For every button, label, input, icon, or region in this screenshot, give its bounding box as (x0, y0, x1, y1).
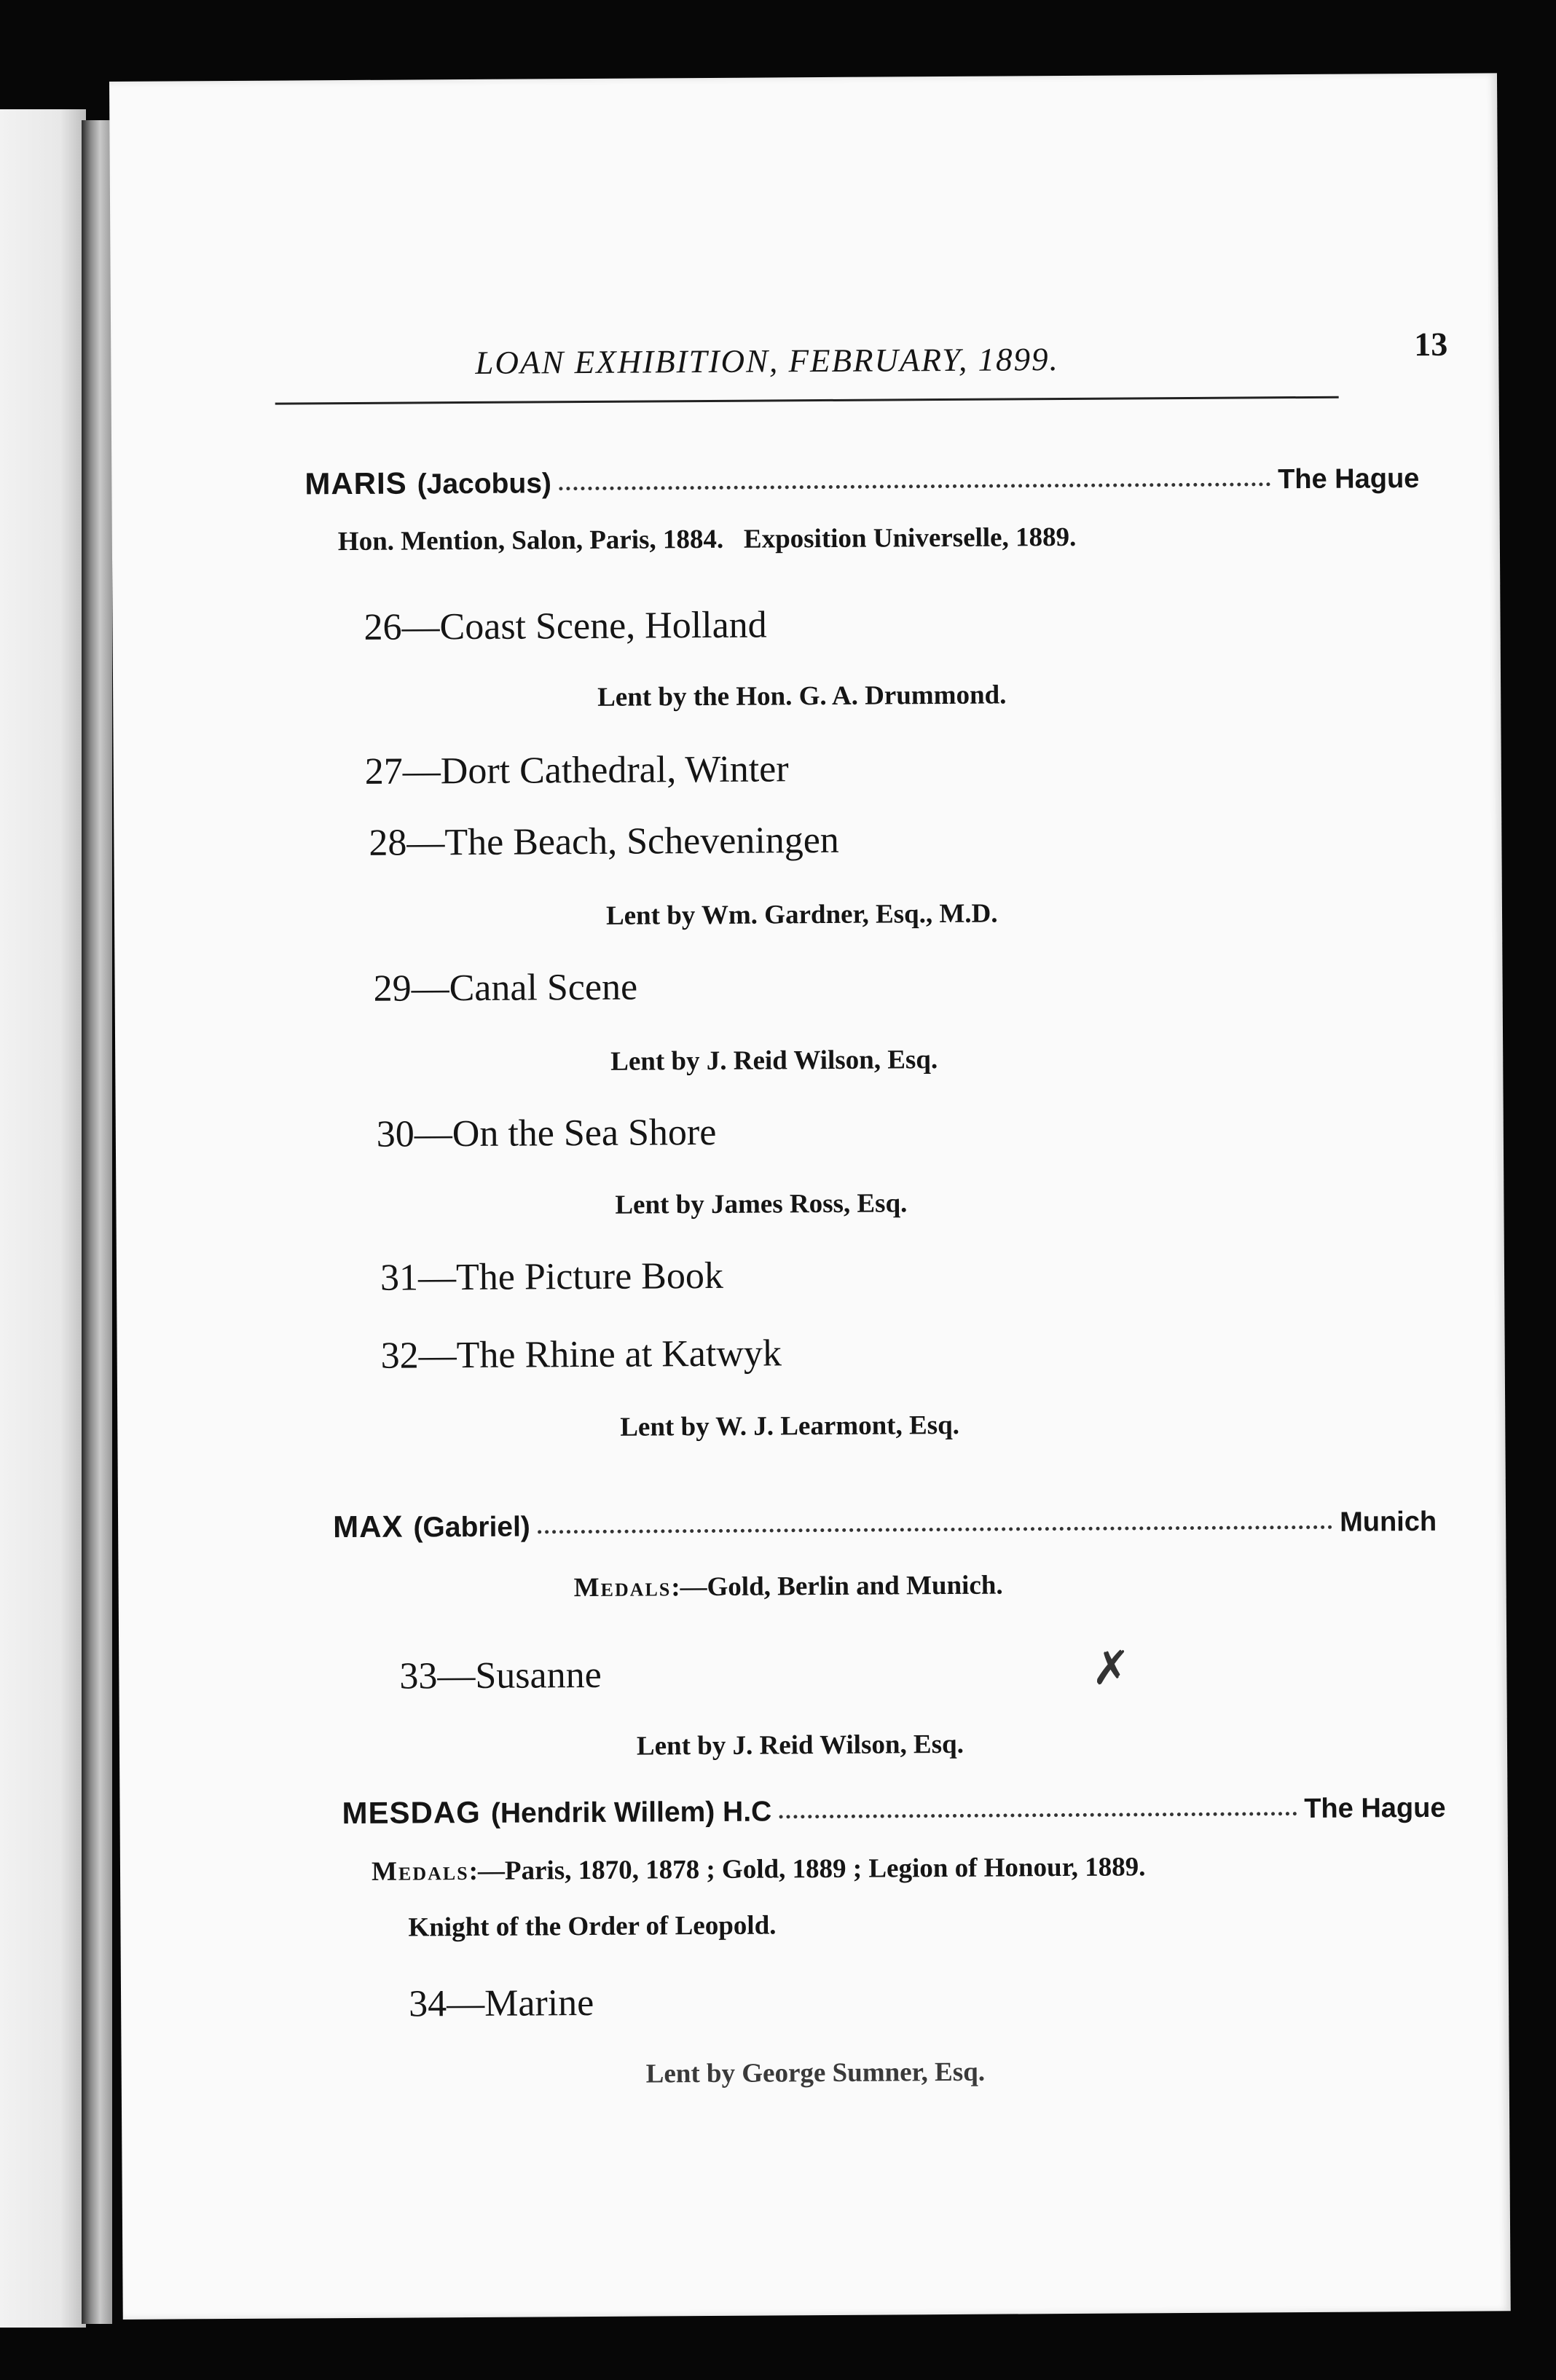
work-entry: 32—The Rhine at Katwyk (380, 1332, 782, 1377)
page-number: 13 (1414, 325, 1448, 364)
lender-line: Lent by George Sumner, Esq. (645, 2057, 986, 2089)
page-header (475, 325, 1448, 396)
lender-line: Lent by J. Reid Wilson, Esq. (610, 1045, 938, 1077)
book-spine (82, 120, 112, 2324)
medals-note (574, 1570, 1003, 1604)
artist-note: Knight of the Order of Leopold. (408, 1910, 777, 1943)
work-entry: 26—Coast Scene, Holland (364, 604, 767, 648)
leader-dots (779, 1797, 1297, 1818)
work-entry: 27—Dort Cathedral, Winter (364, 748, 789, 793)
pencil-mark: ✗ (1091, 1641, 1131, 1696)
leader-dots (538, 1510, 1332, 1533)
catalogue-page (109, 73, 1511, 2320)
artist-location: The Hague (1277, 463, 1420, 495)
artist-surname: MESDAG (342, 1794, 482, 1831)
lender-line: Lent by the Hon. G. A. Drummond. (597, 680, 1007, 712)
header-rule (275, 396, 1339, 405)
artist-surname: MAX (332, 1509, 404, 1544)
artist-given-name: (Hendrik Willem) H.C (490, 1796, 772, 1829)
facing-page-edge (0, 109, 86, 2328)
artist-surname: MARIS (304, 466, 407, 501)
artist-location: The Hague (1304, 1792, 1446, 1825)
artist-location: Munich (1340, 1506, 1437, 1538)
medals-note (372, 1851, 1146, 1887)
work-entry: 31—The Picture Book (380, 1254, 724, 1299)
lender-line: Lent by James Ross, Esq. (615, 1188, 908, 1220)
artist-note: Hon. Mention, Salon, Paris, 1884. Exposition Universelle, 1889. (337, 522, 1077, 557)
medals-label: Medals (371, 1856, 469, 1887)
artist-given-name: (Gabriel) (413, 1511, 530, 1544)
artist-heading-maris (304, 460, 1419, 510)
medals-label: Medals (573, 1572, 672, 1603)
lender-line: Lent by Wm. Gardner, Esq., M.D. (605, 898, 998, 931)
running-title: LOAN EXHIBITION, FEBRUARY, 1899. (475, 341, 1060, 381)
artist-heading-max (333, 1503, 1437, 1553)
work-entry: 29—Canal Scene (373, 966, 638, 1010)
work-entry: 30—On the Sea Shore (376, 1111, 717, 1155)
medals-text: :—Paris, 1870, 1878 ; Gold, 1889 ; Legion of Honour, 1889. (468, 1852, 1146, 1887)
lender-line: Lent by W. J. Learmont, Esq. (620, 1410, 960, 1442)
work-entry: 28—The Beach, Scheveningen (369, 819, 840, 864)
leader-dots (559, 468, 1270, 490)
work-entry: 34—Marine (408, 1982, 594, 2025)
medals-text: :—Gold, Berlin and Munich. (671, 1570, 1003, 1603)
lender-line: Lent by J. Reid Wilson, Esq. (636, 1729, 964, 1762)
work-entry: 33—Susanne (399, 1654, 602, 1697)
artist-given-name: (Jacobus) (417, 468, 552, 500)
artist-heading-mesdag (342, 1789, 1445, 1839)
